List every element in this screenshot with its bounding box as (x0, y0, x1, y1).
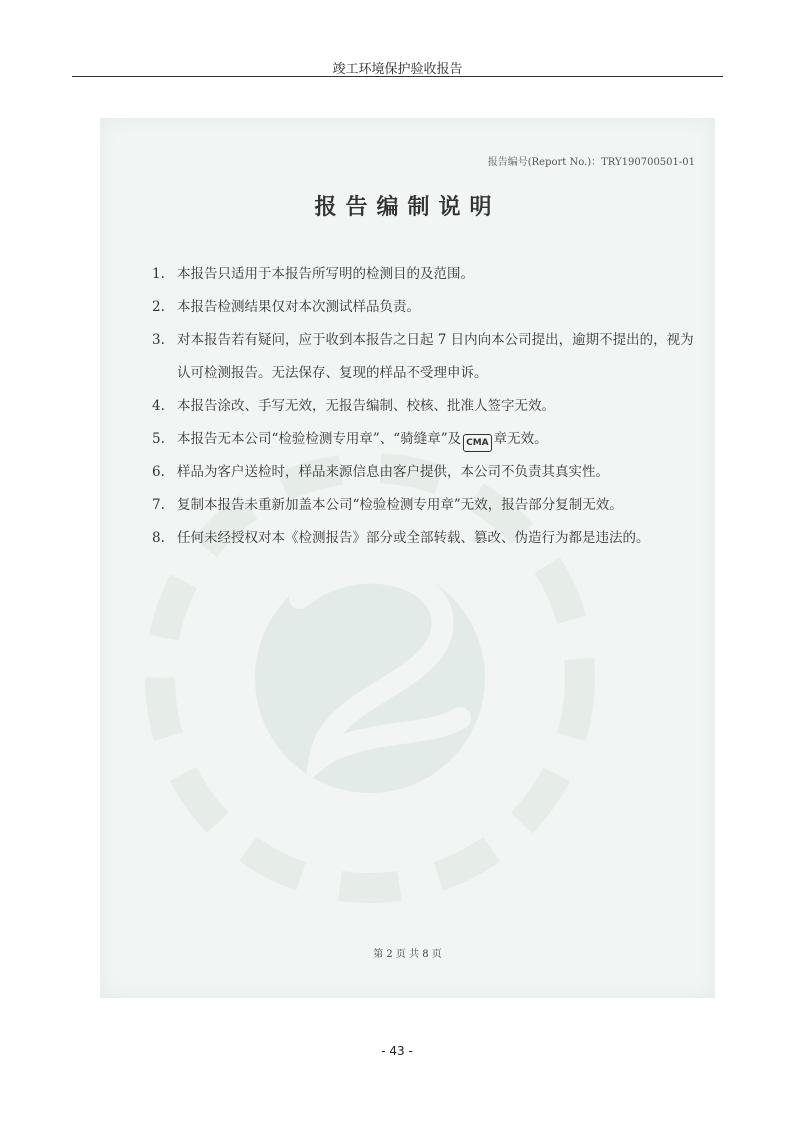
list-item (152, 324, 697, 390)
cma-mark-icon: CMA (463, 434, 492, 452)
report-number: 报告编号(Report No.)：TRY190700501-01 (487, 157, 695, 168)
item-text: 本报告检测结果仅对本次测试样品负责。 (177, 299, 420, 315)
list-item (152, 423, 697, 456)
scanned-document (100, 118, 715, 998)
list-item (152, 258, 697, 291)
item-text: 对本报告若有疑问，应于收到本报告之日起 7 日内向本公司提出，逾期不提出的，视为认可检测报告。无法保存、复现的样品不受理申诉。 (177, 332, 694, 381)
item-number: 2. (152, 299, 165, 315)
watermark-logo (100, 118, 715, 998)
list-item (152, 489, 697, 522)
item-number: 3. (152, 332, 165, 348)
header-rule (72, 76, 723, 77)
page-number: - 43 - (381, 1044, 413, 1058)
item-number: 1. (152, 266, 165, 282)
list-item (152, 456, 697, 489)
item-number: 8. (152, 530, 165, 546)
item-number: 6. (152, 464, 165, 480)
list-item (152, 390, 697, 423)
notes-list (152, 258, 697, 555)
page-header-title: 竣工环境保护验收报告 (332, 62, 463, 77)
item-text-after-mark: 章无效。 (493, 431, 548, 447)
document-title: 报告编制说明 (314, 194, 501, 220)
item-number: 5. (152, 431, 165, 447)
item-text-before-mark: 本报告无本公司“检验检测专用章”、“骑缝章”及 (177, 431, 462, 447)
inner-page-number: 第 2 页 共 8 页 (373, 949, 442, 960)
list-item (152, 291, 697, 324)
item-text: 复制本报告未重新加盖本公司“检验检测专用章”无效，报告部分复制无效。 (177, 497, 623, 513)
item-text: 样品为客户送检时，样品来源信息由客户提供，本公司不负责其真实性。 (177, 464, 609, 480)
item-text: 本报告只适用于本报告所写明的检测目的及范围。 (177, 266, 474, 282)
list-item (152, 522, 697, 555)
item-number: 7. (152, 497, 165, 513)
item-text: 本报告涂改、手写无效，无报告编制、校核、批准人签字无效。 (177, 398, 555, 414)
item-number: 4. (152, 398, 165, 414)
item-text: 任何未经授权对本《检测报告》部分或全部转载、篡改、伪造行为都是违法的。 (177, 530, 650, 546)
